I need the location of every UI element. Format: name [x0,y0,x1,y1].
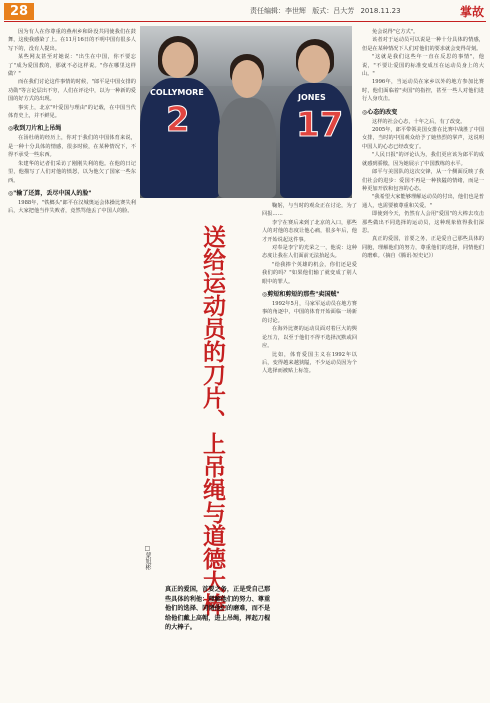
pull-quote: 真正的爱国，首要之务，正是受自己那些具体的利他：理解他们的努力、尊重他们的选择、同情他们的磨难，而不是给他们戴上高帽，进上吊绳，挥起刀棍的大棒子。 [165,586,271,631]
designer-name: 版式：吕大芳 [312,7,355,15]
paragraph: "这就是我们这些年一直在反思的事情"，他说，"不要让爱国的标准变成压在运动员身上的大山。" [362,54,484,78]
player-head [232,60,262,98]
paragraph: 在汤杜萌的经历上，你对于我们的中国体育来说，是一种十分具体的情感，很多时候，在某种情况下，不得不承受一些东西。 [8,135,136,159]
paragraph: 1992年5月，马家军运动员在地方赛事的角逐中，中国的体育开始面临一场新的讨论。 [262,301,357,324]
paragraph: 某些网友甚至对她说："出生在中国，你不要忘了"成为爱国教的，那就不必这样说。"你在哪里这样做？" [8,54,136,78]
player-right [280,83,352,198]
paragraph: 在海外比赛的运动员面对着巨大的舆论压力，以至于他们不得不选择沉默或回应。 [262,326,357,350]
paragraph: 该者对于运动员可以说是一种十分具体的情感，但是在某种情况下人们对他们的要求就会变得苛刻。 [362,37,484,52]
subheading: ◎心态的改变 [362,108,398,116]
issue-date: 2018.11.23 [360,7,401,15]
jersey-name-left: COLLYMORE [150,88,204,97]
article-column-1 [8,28,136,698]
player-center [218,98,276,198]
paragraph: 郎平与美国队的这次交锋，从一个侧面反映了我们社会的进步：爱国不再是一种狭隘的情绪，而是一种更加开放和包容的心态。 [362,169,484,192]
paragraph: 1988年，"铁榔头"郎平在汉城奥运会体操比赛失利后，大家把他当作失败者，竟然骂他丢了中国人的脸。 [8,199,136,215]
header-rule [4,21,486,22]
paragraph: 免会说得"它方式"。 [372,29,419,35]
jersey-number-right: 17 [296,105,344,145]
volleyball-team-photo [140,26,352,198]
paragraph: 真正的爱国，首要之务，正是爱自己那些具体的同胞，理解他们的努力，尊重他们的选择，同情他们的磨难。（摘自《腾讯·短史记》） [362,236,484,260]
paragraph: 而在我们讨论这件事情的时候，"郎平是中国女排的功勋"等言论层出不穷，人们在评论中，以为一种新的爱国的好方式的出现。 [8,79,136,103]
paragraph: 鞠躬，与当时的观众正在讨论，为了回报…… [262,203,357,218]
editor-name: 责任编辑：李世辉 [250,7,306,15]
author-byline: □蒙旭彬 [144,545,151,570]
paragraph: "给我捧个英雄的机会，你们还是爱我们的吗？"如果他们输了就变成了别人眼中的罪人。 [262,261,357,285]
paragraph: 因为有人在你尊重的燕州乡和卧没共同使我们在鼓舞，这使我感染了上。在11月16日的不明中国有很多人写下的，没有人提出。 [8,29,136,52]
page-number: 28 [4,3,34,20]
article-column-2 [262,202,357,698]
subheading: ◎收到刀片和上吊绳 [8,125,62,133]
paragraph: 李宁在赛后来到了北京的入口，那些人的对他的态度让他心痛，很多年后，他才开始说起这件事。 [262,219,357,243]
player-head [162,42,194,78]
subheading: ◎"输了还算，丢尽中国人的脸" [8,189,92,197]
jersey-name-right: JONES [298,93,326,102]
paragraph: 这样的社会心态，十年之后，有了改变。 [372,118,466,125]
paragraph: "我希望大家能够理解运动员的付出，他们也是普通人，也需要被尊重和关爱。" [362,194,484,209]
paragraph: 比如，体育爱国主义在1992年以后，变得越来越狭隘，不少运动员因为个人选择而被贴上标签。 [262,351,357,375]
page-header [0,0,490,22]
player-left [140,78,220,198]
paragraph: 1996年，当运动员在家乡以外的地方参加比赛时，他们面临着"卖国"的指控，甚至一些人对他们进行人身攻击。 [362,79,484,103]
paragraph: 即使到今天，仍然有人会用"爱国"的大棒去攻击那些做出不同选择的运动员，这种现象值得我们深思。 [362,211,484,234]
paragraph: 2005年，郎平带领美国女排在比赛中战胜了中国女排，当时的中国观众给予了她热烈的掌声，这说明中国人的心态已经改变了。 [362,127,484,150]
jersey-number-left: 2 [166,100,190,140]
paragraph: "人民日报"的评论认为，我们更应该为郎平的成就感到骄傲，因为她展示了中国教练的水平。 [362,152,484,167]
paragraph: 朱建华的记者们采访了刚刚失利的他。在他的日记里，他描写了人们对他的愤怒，以为他欠了国家一些东西。 [8,160,136,184]
paragraph: 对奉是李宁的光荣之一，他说：这种态度让我在人们面前无法抬起头。 [262,245,357,260]
article-headline: 送给运动员的刀片、上吊绳与道德大棒 [199,225,226,616]
player-head [298,45,330,83]
editor-info [250,6,405,16]
paragraph: 事实上，北京"叶爱国与理由"的记载，在中国当代体育史上，并不鲜见。 [8,104,136,120]
article-column-3 [362,28,484,698]
subheading: ◎剪短和剪短的那些"卖国贼" [262,291,340,299]
section-title: 掌故 [459,5,484,19]
